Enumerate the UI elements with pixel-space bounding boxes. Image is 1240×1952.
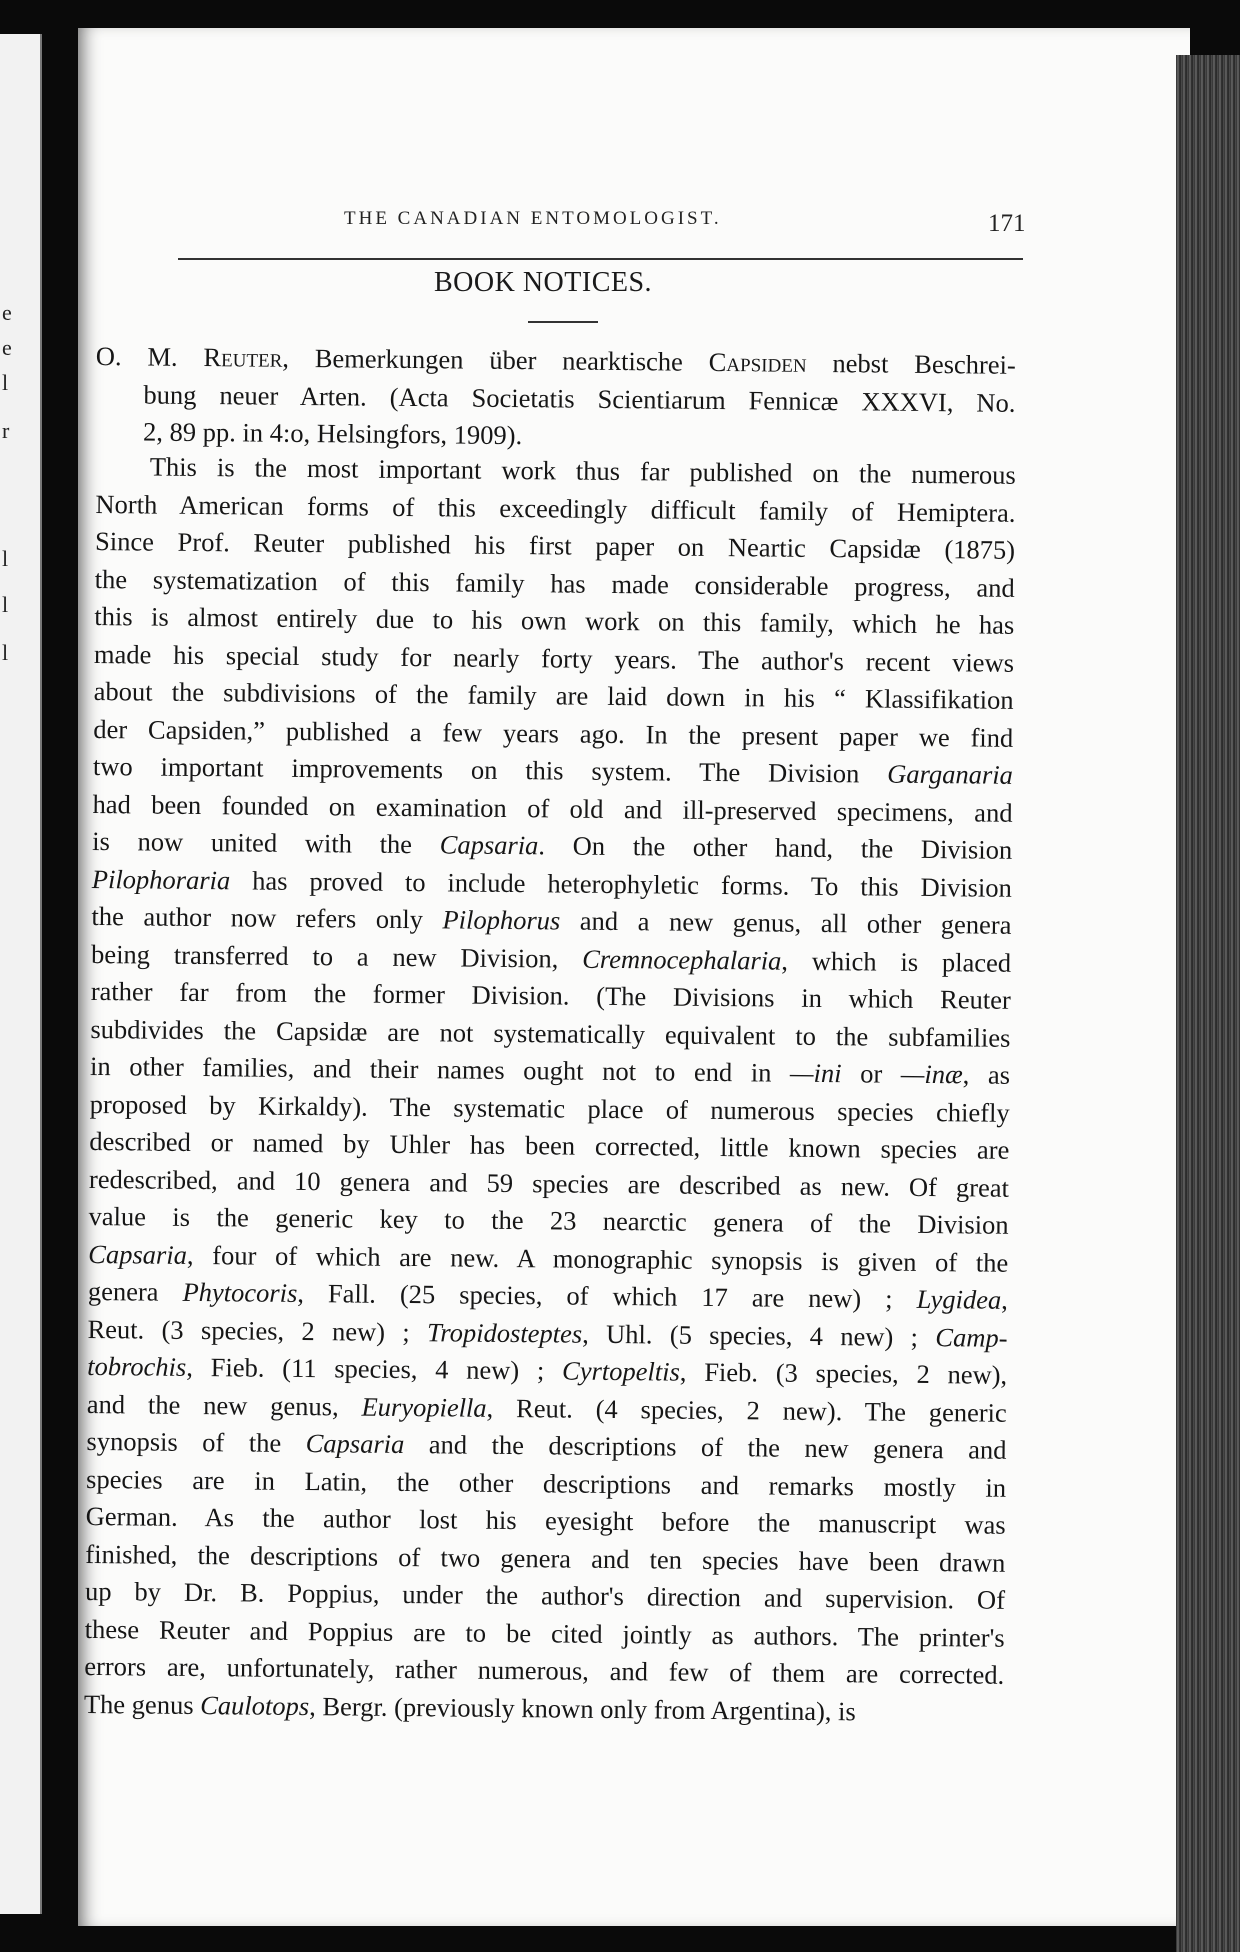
text-run: , Reut. (4 species, 2 new). The generic <box>486 1392 1007 1428</box>
text-run: genera <box>87 1275 183 1307</box>
italic-run: Euryopiella <box>361 1391 487 1423</box>
text-run: , Fall. (25 species, of which 17 are new) ; <box>297 1277 917 1314</box>
text-run: subdivides the Capsidæ are not systematically equivalent to the subfamilies <box>90 1013 1011 1053</box>
italic-run: Cremnocephalaria <box>582 943 782 976</box>
text-run: bung neuer Arten. (Acta Societatis Scientiarum Fennicæ XXXVI, No. <box>143 378 1016 418</box>
text-run: Reut. (3 species, 2 new) ; <box>87 1313 428 1347</box>
italic-run: —ini <box>789 1057 842 1089</box>
text-run: der Capsiden,” published a few years ago. In the present paper we find <box>93 713 1014 753</box>
text-run: the author now refers only <box>91 900 443 935</box>
text-run: had been founded on examination of old and ill-preserved specimens, and <box>92 788 1013 828</box>
text-run: rather far from the former Division. (The Divisions in which Reuter <box>90 975 1011 1015</box>
facing-page-fragment: l <box>2 640 9 665</box>
italic-run: Phytocoris <box>182 1276 298 1308</box>
text-run: these Reuter and Poppius are to be cited jointly as authors. The printer's <box>84 1613 1005 1653</box>
text-run: this is almost entirely due to his own work on this family, which he has <box>94 600 1015 640</box>
running-head: THE CANADIAN ENTOMOLOGIST. <box>344 208 722 229</box>
text-run: , <box>1001 1284 1009 1315</box>
italic-run: tobrochis <box>87 1350 187 1382</box>
text-run: and a new genus, all other genera <box>560 905 1012 940</box>
text-run: , Fieb. (3 species, 2 new), <box>679 1356 1008 1390</box>
italic-run: Capsaria <box>88 1238 188 1270</box>
small-caps-run: Reuter <box>203 342 283 373</box>
text-run: proposed by Kirkaldy). The systematic place of numerous species chiefly <box>89 1088 1010 1128</box>
text-run: and the new genus, <box>86 1388 362 1422</box>
text-run: or <box>841 1058 902 1089</box>
text-run: value is the generic key to the 23 nearctic genera of the Division <box>88 1200 1009 1240</box>
title-rule <box>528 321 598 323</box>
text-run: has proved to include heterophyletic forms. To this Division <box>230 864 1012 903</box>
italic-run: Camp- <box>935 1321 1008 1353</box>
italic-run: —inæ <box>900 1058 963 1090</box>
text-run: , as <box>962 1059 1011 1090</box>
text-run: two important improvements on this system. The Division <box>92 750 888 789</box>
text-run: and the descriptions of the new genera and <box>404 1429 1007 1465</box>
text-run: is now united with the <box>92 825 440 860</box>
body-paragraph <box>84 448 1016 1732</box>
text-run: nebst Beschrei- <box>806 347 1016 380</box>
italic-run: Capsaria <box>305 1428 405 1460</box>
text-run: North American forms of this exceedingly difficult family of Hemiptera. <box>95 488 1016 528</box>
italic-run: Capsaria <box>439 829 539 861</box>
text-run: , Bemerkungen über nearktische <box>282 342 709 377</box>
text-run: This is the most important work thus far published on the numerous <box>149 451 1016 490</box>
italic-run: Lygidea <box>916 1283 1002 1315</box>
text-run: synopsis of the <box>86 1425 306 1459</box>
text-run: finished, the descriptions of two genera and ten species have been drawn <box>85 1538 1006 1578</box>
text-run: , which is placed <box>781 945 1012 978</box>
text-run: . On the other hand, the Division <box>538 830 1013 865</box>
text-run: up by Dr. B. Poppius, under the author's direction and supervision. Of <box>84 1575 1006 1615</box>
italic-run: Tropidosteptes <box>426 1316 583 1349</box>
small-caps-run: Capsiden <box>708 346 807 378</box>
text-run: the systematization of this family has made considerable progress, and <box>94 563 1015 603</box>
facing-page-edge <box>0 34 42 1914</box>
page-stack-edge <box>1176 55 1240 1952</box>
text-run: made his special study for nearly forty years. The author's recent views <box>93 638 1015 678</box>
italic-run: Caulotops <box>200 1689 310 1721</box>
text-run: , four of which are new. A monographic synopsis is given of the <box>186 1239 1009 1278</box>
text-run: species are in Latin, the other descriptions and remarks mostly in <box>85 1463 1007 1503</box>
text-run: described or named by Uhler has been corrected, little known species are <box>89 1125 1010 1165</box>
text-run: redescribed, and 10 genera and 59 species are described as new. Of great <box>88 1163 1010 1203</box>
header-rule <box>178 258 1023 260</box>
text-run: , Fieb. (11 species, 4 new) ; <box>186 1351 563 1386</box>
text-run: 2, 89 pp. in 4:o, Helsingfors, 1909). <box>142 416 523 451</box>
facing-page-fragment: l <box>2 370 9 395</box>
text-run: being transferred to a new Division, <box>91 938 583 974</box>
text-run: errors are, unfortunately, rather numerous, and few of them are corrected. <box>84 1650 1005 1690</box>
text-run: O. M. <box>95 340 204 373</box>
text-run: in other families, and their names ought not to end in <box>89 1050 791 1088</box>
text-run: , Bergr. (previously known only from Argentina), is <box>309 1690 856 1726</box>
text-run: The genus <box>83 1688 201 1720</box>
italic-run: Garganaria <box>887 758 1014 790</box>
citation-paragraph <box>95 338 1016 459</box>
facing-page-fragment: r <box>2 418 10 443</box>
text-run: , Uhl. (5 species, 4 new) ; <box>582 1318 936 1352</box>
italic-run: Cyrtopeltis <box>561 1355 681 1387</box>
facing-page-fragment: e <box>2 335 12 360</box>
facing-page-fragment: e <box>2 300 12 325</box>
text-run: Since Prof. Reuter published his first paper on Neartic Capsidæ (1875) <box>94 525 1016 565</box>
page-number: 171 <box>988 210 1026 237</box>
facing-page-fragment: l <box>2 546 9 571</box>
italic-run: Pilophoraria <box>91 863 231 895</box>
italic-run: Pilophorus <box>442 904 561 936</box>
text-run: about the subdivisions of the family are laid down in his “ Klassifikation <box>93 675 1014 715</box>
section-title: BOOK NOTICES. <box>434 267 653 298</box>
facing-page-fragment: l <box>2 592 9 617</box>
text-run: German. As the author lost his eyesight before the manuscript was <box>85 1500 1006 1540</box>
